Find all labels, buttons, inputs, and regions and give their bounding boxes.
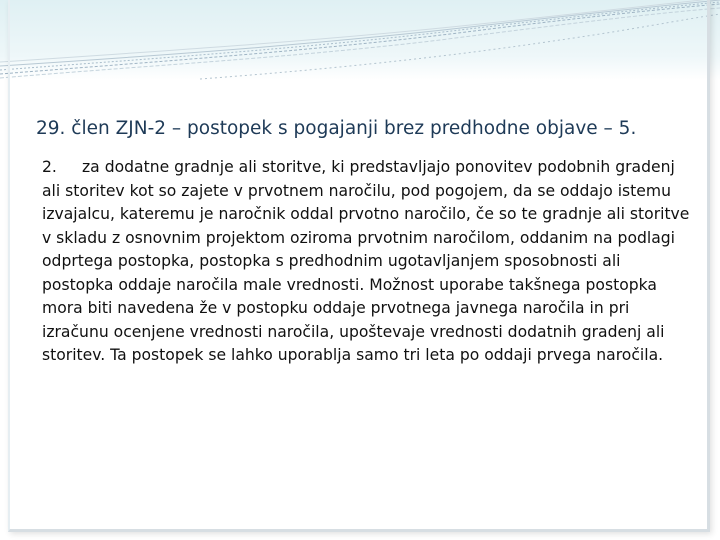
slide-body bbox=[42, 156, 690, 368]
item-text: za dodatne gradnje ali storitve, ki predstavljajo ponovitev podobnih gradenj ali storitev kot so zajete v prvotnem naročilu, pod pogojem, da se oddajo istemu izvajalcu, kateremu je naročnik oddal prvotno naročilo, če so te gradnje ali storitve v skladu z osnovnim projektom oziroma prvotnim naročilom, oddanim na podlagi odprtega postopka, postopka s predhodnim ugotavljanjem sposobnosti ali postopka oddaje naročila male vrednosti. Možnost uporabe takšnega postopka mora biti navedena že v postopku oddaje prvotnega javnega naročila in pri izračunu ocenjene vrednosti naročila, upoštevaje vrednosti dodatnih gradenj ali storitev. Ta postopek se lahko uporablja samo tri leta po oddaji prvega naročila. bbox=[42, 158, 690, 364]
item-number: 2. bbox=[42, 158, 57, 176]
slide-title: 29. člen ZJN-2 – postopek s pogajanji brez predhodne objave – 5. bbox=[36, 118, 637, 139]
